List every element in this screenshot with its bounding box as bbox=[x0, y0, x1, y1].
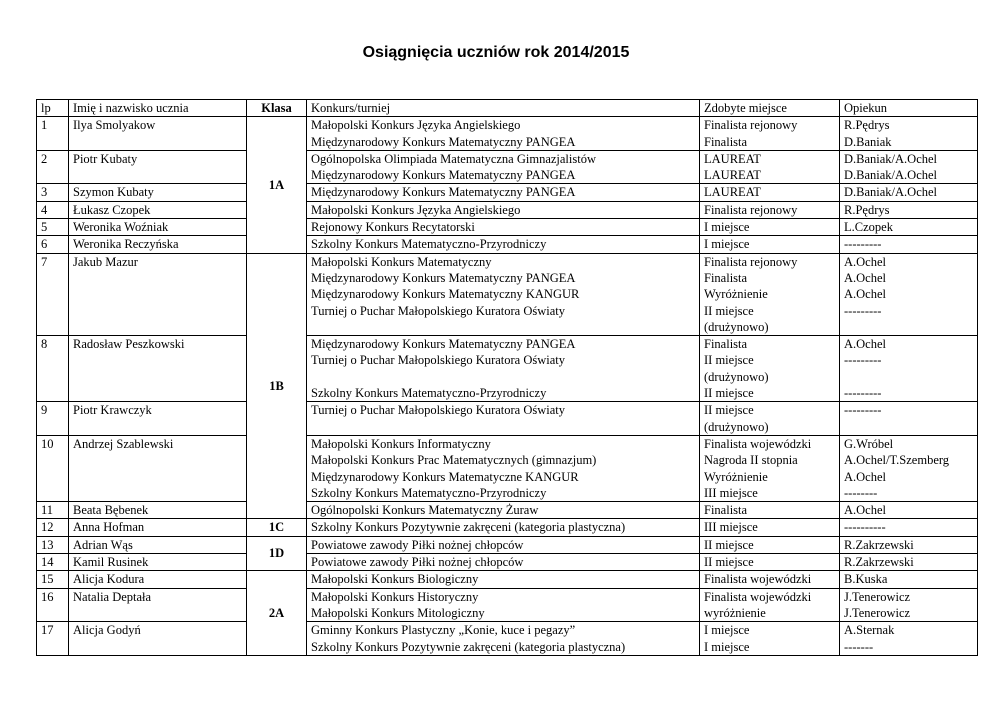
cell-lp: 3 bbox=[37, 184, 69, 201]
cell-konkurs-line: Małopolski Konkurs Biologiczny bbox=[311, 572, 479, 587]
cell-miejsce-line: II miejsce bbox=[704, 303, 754, 318]
cell-miejsce-line: Wyróżnienie bbox=[704, 287, 768, 302]
cell-konkurs-line: Gminny Konkurs Plastyczny „Konie, kuce i pegazy” bbox=[311, 623, 576, 638]
cell-lp: 11 bbox=[37, 502, 69, 519]
cell-konkurs-line: Małopolski Konkurs Języka Angielskiego bbox=[311, 118, 521, 133]
cell-name: Adrian Wąs bbox=[69, 536, 247, 553]
cell-miejsce-line: I miejsce bbox=[704, 237, 750, 252]
cell-konkurs bbox=[307, 184, 700, 201]
cell-konkurs-line: Turniej o Puchar Małopolskiego Kuratora Oświaty bbox=[311, 403, 566, 418]
cell-lp: 4 bbox=[37, 201, 69, 218]
cell-miejsce-line: LAUREAT bbox=[704, 185, 761, 200]
cell-miejsce bbox=[700, 253, 840, 335]
cell-lp: 17 bbox=[37, 622, 69, 656]
cell-klasa: 1A bbox=[247, 117, 307, 253]
cell-name: Natalia Deptała bbox=[69, 588, 247, 622]
cell-konkurs bbox=[307, 435, 700, 501]
cell-miejsce-line: Finalista rejonowy bbox=[704, 254, 798, 269]
cell-miejsce bbox=[700, 201, 840, 218]
cell-name: Łukasz Czopek bbox=[69, 201, 247, 218]
cell-opiekun bbox=[840, 519, 978, 536]
cell-miejsce-line: Nagroda II stopnia bbox=[704, 453, 798, 468]
cell-miejsce-line: Wyróżnienie bbox=[704, 469, 768, 484]
cell-opiekun-line: L.Czopek bbox=[844, 220, 893, 235]
cell-miejsce bbox=[700, 435, 840, 501]
cell-opiekun-line: D.Baniak/A.Ochel bbox=[844, 185, 938, 200]
cell-lp: 13 bbox=[37, 536, 69, 553]
table-row bbox=[37, 622, 978, 656]
cell-opiekun-line: R.Pędrys bbox=[844, 118, 890, 133]
cell-opiekun bbox=[840, 571, 978, 588]
cell-miejsce-line: II miejsce bbox=[704, 537, 754, 552]
cell-klasa: 1B bbox=[247, 253, 307, 519]
cell-opiekun-line: A.Sternak bbox=[844, 623, 895, 638]
cell-konkurs bbox=[307, 219, 700, 236]
header-lp: lp bbox=[37, 100, 69, 117]
cell-konkurs-line: Międzynarodowy Konkurs Matematyczny PANGEA bbox=[311, 270, 576, 285]
cell-opiekun-line: A.Ochel/T.Szemberg bbox=[844, 453, 950, 468]
table-row bbox=[37, 117, 978, 151]
cell-opiekun-line: J.Tenerowicz bbox=[844, 589, 911, 604]
cell-opiekun-line: B.Kuska bbox=[844, 572, 888, 587]
cell-opiekun-line: --------- bbox=[844, 303, 882, 318]
cell-miejsce-line: III miejsce bbox=[704, 520, 758, 535]
table-row bbox=[37, 502, 978, 519]
table-row bbox=[37, 150, 978, 184]
cell-opiekun bbox=[840, 253, 978, 335]
cell-konkurs bbox=[307, 571, 700, 588]
cell-konkurs bbox=[307, 554, 700, 571]
cell-opiekun-line: D.Baniak/A.Ochel bbox=[844, 168, 938, 183]
cell-konkurs-line: Małopolski Konkurs Mitologiczny bbox=[311, 605, 485, 620]
cell-konkurs-line: Międzynarodowy Konkurs Matematyczny PANGEA bbox=[311, 168, 576, 183]
cell-miejsce-line: Finalista wojewódzki bbox=[704, 572, 812, 587]
cell-miejsce bbox=[700, 519, 840, 536]
cell-opiekun bbox=[840, 219, 978, 236]
cell-opiekun-line: -------- bbox=[844, 485, 878, 500]
cell-konkurs-line: Turniej o Puchar Małopolskiego Kuratora Oświaty bbox=[311, 303, 566, 318]
header-miejsce: Zdobyte miejsce bbox=[700, 100, 840, 117]
cell-konkurs bbox=[307, 519, 700, 536]
cell-konkurs-line: Małopolski Konkurs Matematyczny bbox=[311, 254, 492, 269]
cell-opiekun bbox=[840, 236, 978, 253]
cell-miejsce-line: LAUREAT bbox=[704, 151, 761, 166]
cell-konkurs-line: Powiatowe zawody Piłki nożnej chłopców bbox=[311, 555, 524, 570]
table-row bbox=[37, 519, 978, 536]
cell-opiekun bbox=[840, 554, 978, 571]
cell-name: Radosław Peszkowski bbox=[69, 336, 247, 402]
cell-opiekun-line: D.Baniak bbox=[844, 134, 892, 149]
cell-opiekun-line: G.Wróbel bbox=[844, 436, 894, 451]
cell-konkurs bbox=[307, 150, 700, 184]
cell-konkurs bbox=[307, 536, 700, 553]
cell-name: Piotr Krawczyk bbox=[69, 402, 247, 436]
cell-opiekun-line: R.Zakrzewski bbox=[844, 555, 914, 570]
cell-name: Jakub Mazur bbox=[69, 253, 247, 335]
cell-lp: 6 bbox=[37, 236, 69, 253]
cell-opiekun-line: A.Ochel bbox=[844, 270, 886, 285]
cell-konkurs-line: Międzynarodowy Konkurs Matematyczny PANGEA bbox=[311, 337, 576, 352]
cell-lp: 2 bbox=[37, 150, 69, 184]
cell-klasa: 1D bbox=[247, 536, 307, 571]
cell-miejsce-line: I miejsce bbox=[704, 220, 750, 235]
cell-opiekun-line: --------- bbox=[844, 237, 882, 252]
cell-miejsce bbox=[700, 219, 840, 236]
cell-konkurs-line: Międzynarodowy Konkurs Matematyczny PANGEA bbox=[311, 185, 576, 200]
cell-konkurs-line: Ogólnopolski Konkurs Matematyczny Żuraw bbox=[311, 503, 539, 518]
table-row bbox=[37, 435, 978, 501]
cell-opiekun-line bbox=[844, 369, 973, 385]
cell-miejsce-line: II miejsce bbox=[704, 403, 754, 418]
table-row bbox=[37, 588, 978, 622]
table-row bbox=[37, 219, 978, 236]
cell-konkurs bbox=[307, 253, 700, 335]
table-header-row bbox=[37, 100, 978, 117]
cell-opiekun bbox=[840, 622, 978, 656]
table-row bbox=[37, 536, 978, 553]
cell-konkurs bbox=[307, 236, 700, 253]
cell-opiekun-line: R.Pędrys bbox=[844, 202, 890, 217]
cell-klasa: 2A bbox=[247, 571, 307, 655]
cell-konkurs-line bbox=[311, 369, 695, 385]
cell-miejsce bbox=[700, 336, 840, 402]
table-row bbox=[37, 402, 978, 436]
cell-miejsce-line: (drużynowo) bbox=[704, 419, 769, 434]
cell-miejsce-line: Finalista rejonowy bbox=[704, 118, 798, 133]
table-row bbox=[37, 571, 978, 588]
cell-miejsce-line: LAUREAT bbox=[704, 168, 761, 183]
cell-opiekun-line: A.Ochel bbox=[844, 503, 886, 518]
cell-miejsce-line: Finalista wojewódzki bbox=[704, 589, 812, 604]
cell-miejsce bbox=[700, 117, 840, 151]
cell-konkurs bbox=[307, 336, 700, 402]
cell-miejsce bbox=[700, 150, 840, 184]
cell-miejsce-line: Finalista bbox=[704, 270, 748, 285]
cell-miejsce-line: Finalista bbox=[704, 134, 748, 149]
table-row bbox=[37, 554, 978, 571]
cell-lp: 10 bbox=[37, 435, 69, 501]
cell-miejsce bbox=[700, 402, 840, 436]
cell-opiekun bbox=[840, 502, 978, 519]
header-opiekun: Opiekun bbox=[840, 100, 978, 117]
cell-konkurs-line: Międzynarodowy Konkurs Matematyczne KANGUR bbox=[311, 469, 579, 484]
cell-miejsce bbox=[700, 536, 840, 553]
cell-opiekun bbox=[840, 150, 978, 184]
cell-konkurs bbox=[307, 402, 700, 436]
cell-miejsce-line: (drużynowo) bbox=[704, 319, 769, 334]
cell-miejsce-line: III miejsce bbox=[704, 485, 758, 500]
cell-miejsce-line: Finalista rejonowy bbox=[704, 202, 798, 217]
cell-opiekun bbox=[840, 201, 978, 218]
cell-miejsce-line: II miejsce bbox=[704, 386, 754, 401]
cell-lp: 1 bbox=[37, 117, 69, 151]
cell-opiekun-line: A.Ochel bbox=[844, 287, 886, 302]
cell-konkurs-line: Międzynarodowy Konkurs Matematyczny PANGEA bbox=[311, 134, 576, 149]
cell-opiekun bbox=[840, 435, 978, 501]
cell-opiekun-line: D.Baniak/A.Ochel bbox=[844, 151, 938, 166]
cell-opiekun-line: --------- bbox=[844, 353, 882, 368]
cell-name: Kamil Rusinek bbox=[69, 554, 247, 571]
cell-name: Weronika Reczyńska bbox=[69, 236, 247, 253]
cell-konkurs bbox=[307, 622, 700, 656]
achievements-table bbox=[36, 99, 978, 656]
cell-opiekun-line: --------- bbox=[844, 403, 882, 418]
cell-lp: 14 bbox=[37, 554, 69, 571]
cell-miejsce-line: II miejsce bbox=[704, 353, 754, 368]
cell-konkurs-line: Szkolny Konkurs Matematyczno-Przyrodniczy bbox=[311, 386, 547, 401]
cell-lp: 9 bbox=[37, 402, 69, 436]
cell-klasa: 1C bbox=[247, 519, 307, 536]
table-row bbox=[37, 201, 978, 218]
cell-konkurs-line: Międzynarodowy Konkurs Matematyczny KANGUR bbox=[311, 287, 580, 302]
cell-opiekun bbox=[840, 588, 978, 622]
cell-lp: 16 bbox=[37, 588, 69, 622]
cell-miejsce bbox=[700, 622, 840, 656]
cell-miejsce-line: wyróżnienie bbox=[704, 605, 766, 620]
cell-name: Beata Bębenek bbox=[69, 502, 247, 519]
cell-konkurs-line: Szkolny Konkurs Matematyczno-Przyrodniczy bbox=[311, 485, 547, 500]
cell-name: Alicja Godyń bbox=[69, 622, 247, 656]
cell-miejsce bbox=[700, 236, 840, 253]
cell-lp: 12 bbox=[37, 519, 69, 536]
cell-name: Alicja Kodura bbox=[69, 571, 247, 588]
cell-name: Anna Hofman bbox=[69, 519, 247, 536]
cell-opiekun-line: A.Ochel bbox=[844, 469, 886, 484]
cell-konkurs-line: Małopolski Konkurs Historyczny bbox=[311, 589, 479, 604]
cell-opiekun bbox=[840, 402, 978, 436]
cell-opiekun-line: R.Zakrzewski bbox=[844, 537, 914, 552]
cell-opiekun-line: --------- bbox=[844, 386, 882, 401]
cell-opiekun-line: J.Tenerowicz bbox=[844, 605, 911, 620]
cell-name: Ilya Smolyakow bbox=[69, 117, 247, 151]
cell-konkurs-line: Małopolski Konkurs Informatyczny bbox=[311, 436, 491, 451]
cell-miejsce-line: (drużynowo) bbox=[704, 369, 769, 384]
cell-name: Andrzej Szablewski bbox=[69, 435, 247, 501]
cell-opiekun-line bbox=[844, 419, 973, 435]
table-row bbox=[37, 184, 978, 201]
cell-opiekun bbox=[840, 336, 978, 402]
cell-konkurs-line: Małopolski Konkurs Prac Matematycznych (gimnazjum) bbox=[311, 453, 597, 468]
cell-konkurs-line: Szkolny Konkurs Matematyczno-Przyrodniczy bbox=[311, 237, 547, 252]
cell-miejsce bbox=[700, 554, 840, 571]
cell-lp: 7 bbox=[37, 253, 69, 335]
cell-miejsce bbox=[700, 502, 840, 519]
cell-opiekun-line: A.Ochel bbox=[844, 337, 886, 352]
cell-konkurs-line bbox=[311, 319, 695, 335]
cell-miejsce bbox=[700, 588, 840, 622]
cell-konkurs-line: Szkolny Konkurs Pozytywnie zakręceni (kategoria plastyczna) bbox=[311, 639, 626, 654]
cell-lp: 15 bbox=[37, 571, 69, 588]
header-konkurs: Konkurs/turniej bbox=[307, 100, 700, 117]
cell-konkurs-line bbox=[311, 419, 695, 435]
cell-miejsce-line: Finalista bbox=[704, 503, 748, 518]
header-name: Imię i nazwisko ucznia bbox=[69, 100, 247, 117]
cell-lp: 5 bbox=[37, 219, 69, 236]
cell-name: Szymon Kubaty bbox=[69, 184, 247, 201]
cell-lp: 8 bbox=[37, 336, 69, 402]
cell-konkurs-line: Małopolski Konkurs Języka Angielskiego bbox=[311, 202, 521, 217]
cell-opiekun-line: ------- bbox=[844, 639, 874, 654]
cell-miejsce bbox=[700, 571, 840, 588]
cell-konkurs-line: Turniej o Puchar Małopolskiego Kuratora Oświaty bbox=[311, 353, 566, 368]
cell-opiekun bbox=[840, 184, 978, 201]
cell-konkurs bbox=[307, 502, 700, 519]
cell-konkurs-line: Ogólnopolska Olimpiada Matematyczna Gimnazjalistów bbox=[311, 151, 596, 166]
cell-opiekun-line: ---------- bbox=[844, 520, 886, 535]
cell-konkurs-line: Powiatowe zawody Piłki nożnej chłopców bbox=[311, 537, 524, 552]
page-title: Osiągnięcia uczniów rok 2014/2015 bbox=[362, 44, 630, 61]
cell-opiekun bbox=[840, 117, 978, 151]
cell-miejsce bbox=[700, 184, 840, 201]
table-row bbox=[37, 253, 978, 335]
cell-miejsce-line: Finalista bbox=[704, 337, 748, 352]
header-klasa: Klasa bbox=[247, 100, 307, 117]
cell-konkurs-line: Rejonowy Konkurs Recytatorski bbox=[311, 220, 475, 235]
cell-name: Piotr Kubaty bbox=[69, 150, 247, 184]
cell-name: Weronika Woźniak bbox=[69, 219, 247, 236]
cell-miejsce-line: I miejsce bbox=[704, 623, 750, 638]
table-row bbox=[37, 236, 978, 253]
table-row bbox=[37, 336, 978, 402]
cell-konkurs-line: Szkolny Konkurs Pozytywnie zakręceni (kategoria plastyczna) bbox=[311, 520, 626, 535]
cell-konkurs bbox=[307, 588, 700, 622]
cell-miejsce-line: I miejsce bbox=[704, 639, 750, 654]
cell-konkurs bbox=[307, 117, 700, 151]
cell-miejsce-line: II miejsce bbox=[704, 555, 754, 570]
cell-opiekun-line bbox=[844, 319, 973, 335]
cell-miejsce-line: Finalista wojewódzki bbox=[704, 436, 812, 451]
cell-opiekun bbox=[840, 536, 978, 553]
cell-konkurs bbox=[307, 201, 700, 218]
cell-opiekun-line: A.Ochel bbox=[844, 254, 886, 269]
